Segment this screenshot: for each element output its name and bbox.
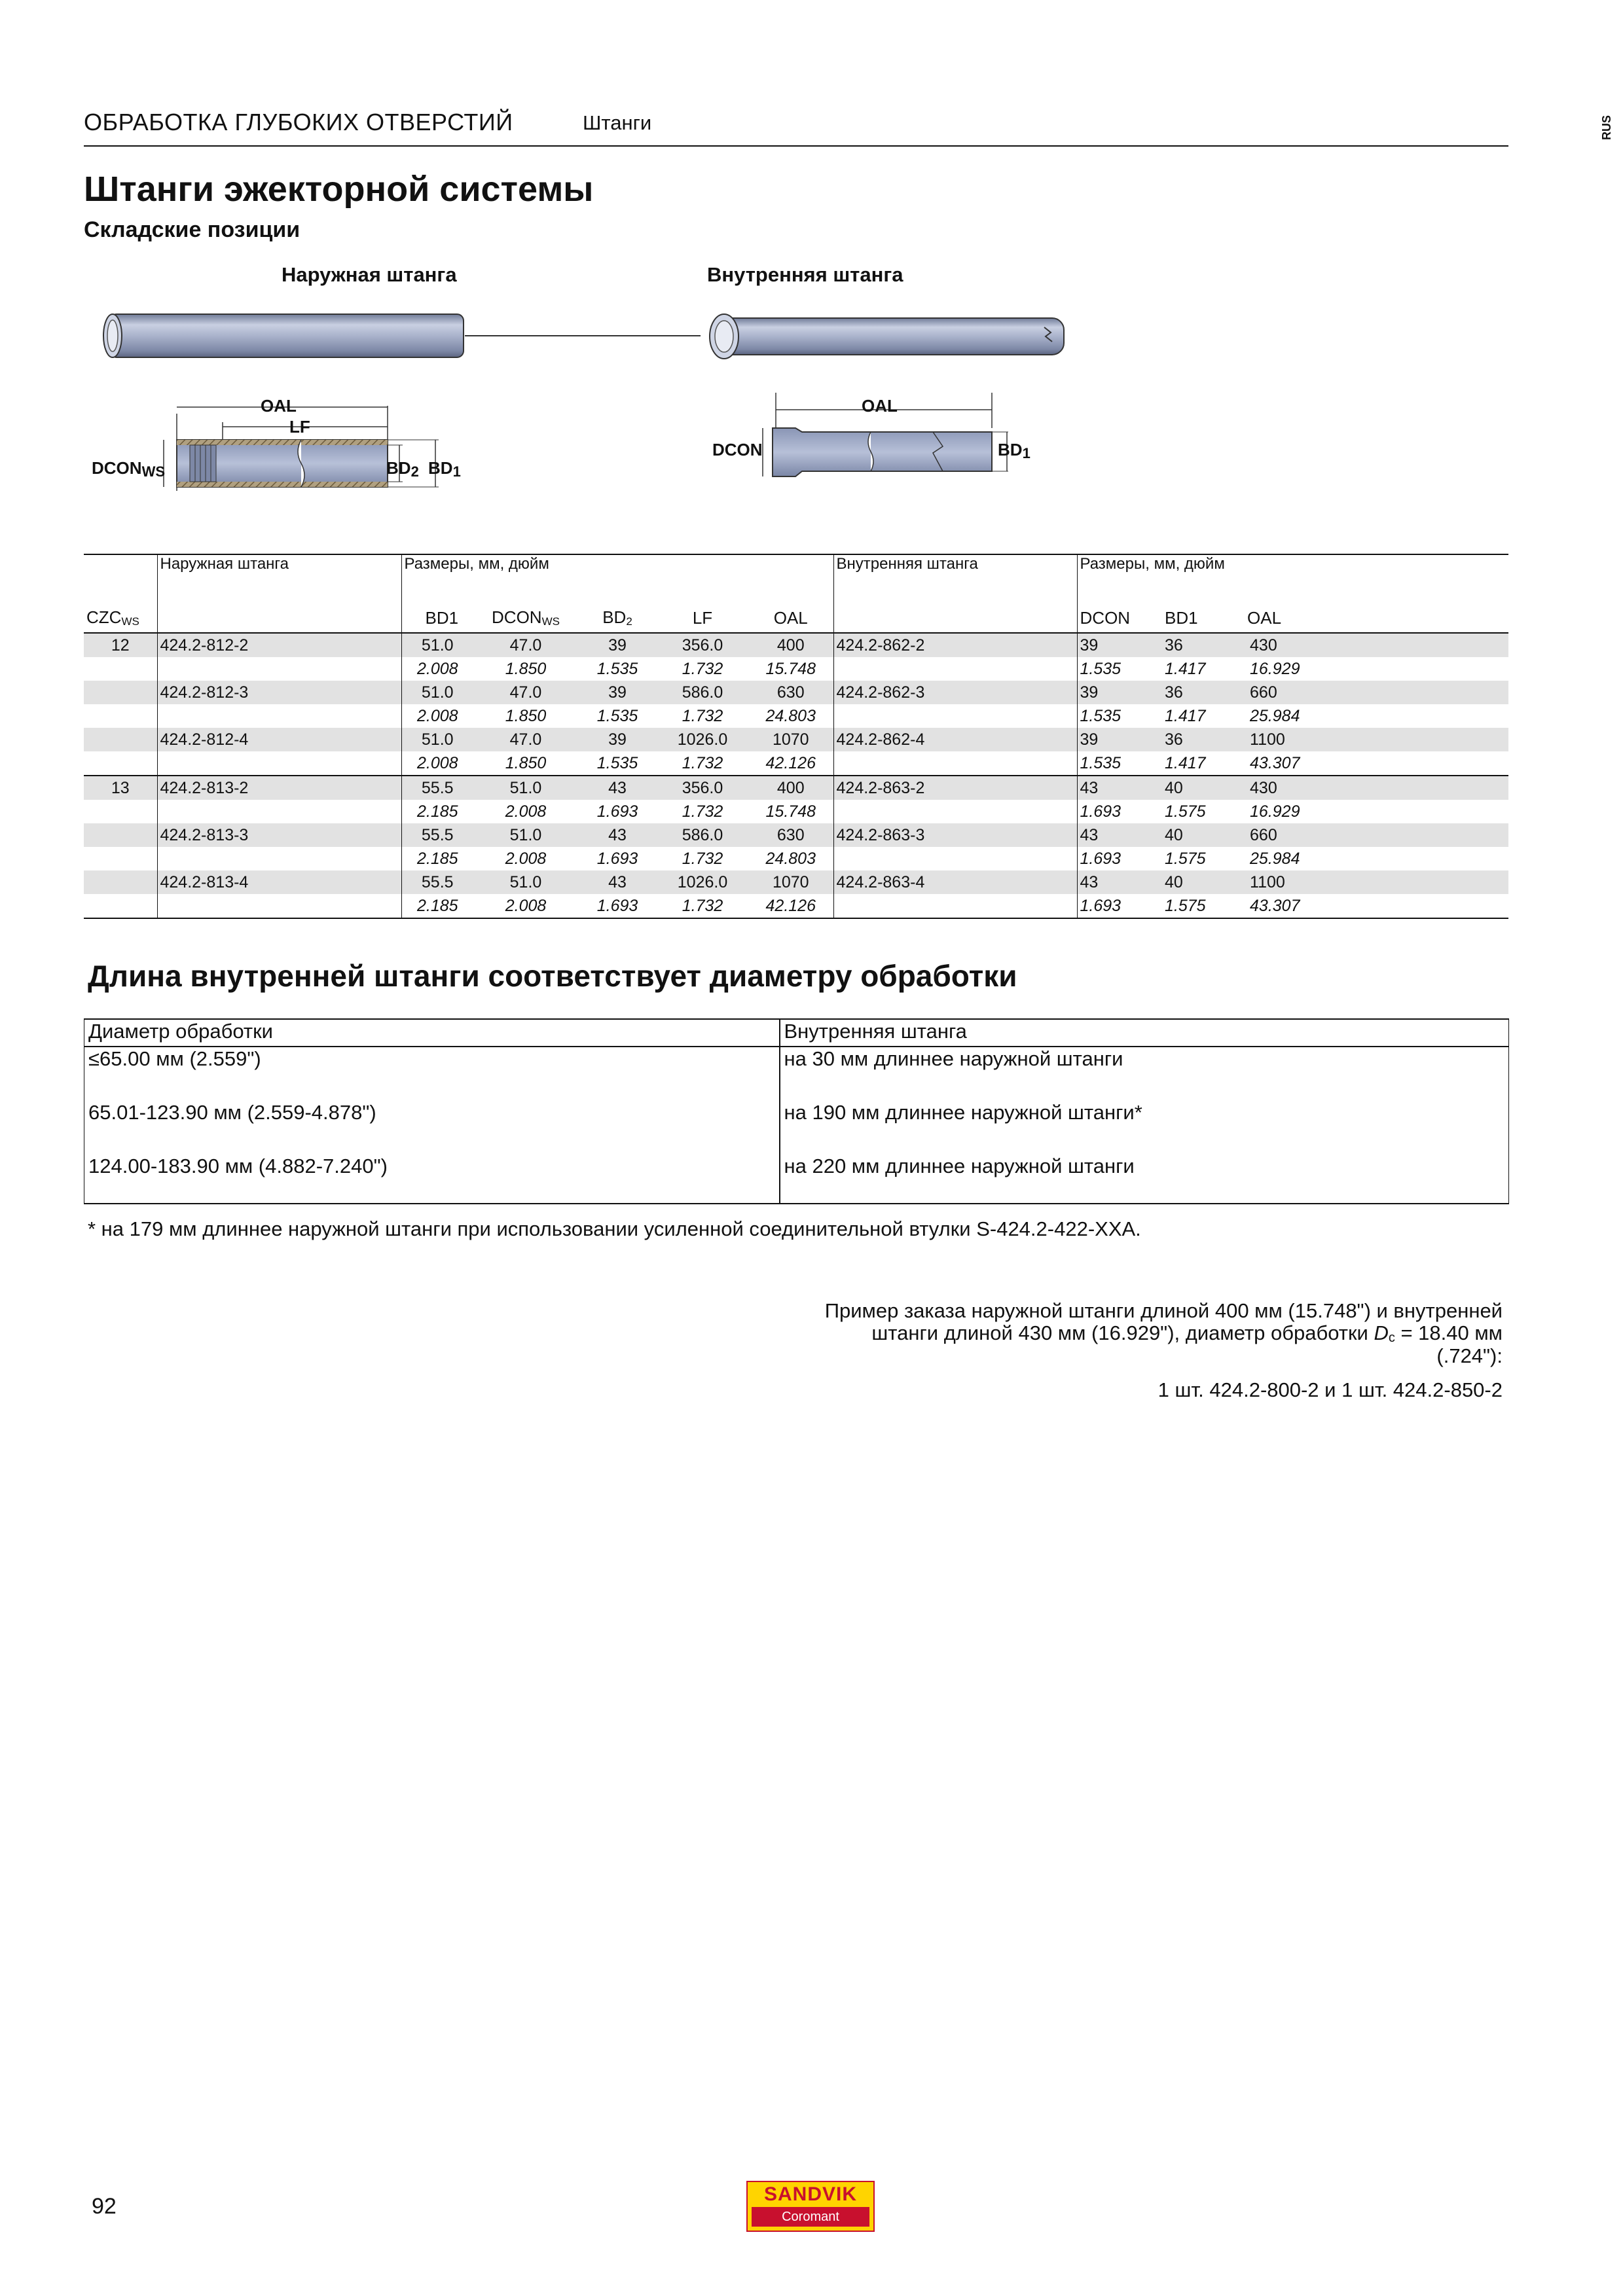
inner-bar-image <box>710 314 1064 359</box>
bd2-mm-cell: 39 <box>578 633 657 657</box>
czc-cell <box>84 847 157 870</box>
outer-oal-label: OAL <box>261 396 297 416</box>
order-example <box>825 1300 1503 1367</box>
lf-mm-cell: 356.0 <box>657 776 748 800</box>
oal-mm-cell: 400 <box>748 633 833 657</box>
inner-code-cell <box>833 894 1077 918</box>
inner-code-cell <box>833 751 1077 776</box>
table-row <box>84 681 1508 704</box>
in-oal-mm-cell: 1100 <box>1247 728 1508 751</box>
in-bd1-mm-cell: 40 <box>1162 870 1247 894</box>
section-title: ОБРАБОТКА ГЛУБОКИХ ОТВЕРСТИЙ <box>84 109 513 135</box>
outer-code-cell: 424.2-813-4 <box>157 870 401 894</box>
col-diameter: Диаметр обработки <box>84 1019 780 1047</box>
in-bd1-inch-cell: 1.417 <box>1165 659 1206 678</box>
in-oal-mm-cell: 660 <box>1247 681 1508 704</box>
inner-code-cell: 424.2-863-2 <box>833 776 1077 800</box>
oal-mm-cell: 1070 <box>748 728 833 751</box>
in-oal-inch-cell: 43.307 <box>1247 894 1508 918</box>
page-title: Штанги эжекторной системы <box>84 170 594 209</box>
dcon-inch-cell: 1.850 <box>505 753 547 772</box>
bd2-mm-cell: 43 <box>578 870 657 894</box>
outer-bd1-label: BD1 <box>428 458 461 480</box>
in-bd1-mm-cell: 40 <box>1162 823 1247 847</box>
outer-lf-label: LF <box>289 417 310 437</box>
outer-code-cell: 424.2-813-3 <box>157 823 401 847</box>
outer-code-cell: 424.2-812-4 <box>157 728 401 751</box>
oal-mm-cell: 400 <box>748 776 833 800</box>
outer-code-cell <box>157 751 401 776</box>
czc-cell <box>84 870 157 894</box>
inner-code-cell <box>833 704 1077 728</box>
bd1-mm-cell: 55.5 <box>401 870 473 894</box>
inner-bd1-label: BD1 <box>998 440 1030 461</box>
outer-code-cell: 424.2-812-3 <box>157 681 401 704</box>
inner-code-cell: 424.2-863-3 <box>833 823 1077 847</box>
in-bd1-inch-cell: 1.575 <box>1165 849 1206 868</box>
col-oal: OAL <box>773 608 808 628</box>
inner-code-cell: 424.2-862-3 <box>833 681 1077 704</box>
in-dcon-inch-cell: 1.535 <box>1077 704 1162 728</box>
in-oal-inch-cell: 16.929 <box>1250 802 1300 821</box>
dcon-mm-cell: 47.0 <box>473 633 578 657</box>
in-bd1-inch-cell: 1.417 <box>1165 706 1206 725</box>
in-dcon-mm-cell: 43 <box>1077 823 1162 847</box>
dcon-mm-cell: 51.0 <box>473 870 578 894</box>
in-dcon-inch-cell: 1.693 <box>1077 894 1162 918</box>
bd2-inch-cell: 1.693 <box>596 802 638 821</box>
bd2-mm-cell: 39 <box>578 728 657 751</box>
in-bd1-mm-cell: 36 <box>1162 728 1247 751</box>
logo-top-text: SANDVIK <box>763 2183 857 2205</box>
lf-inch-cell: 1.732 <box>682 753 723 772</box>
in-bd1-mm-cell: 36 <box>1162 681 1247 704</box>
oal-mm-cell: 1070 <box>748 870 833 894</box>
in-oal-mm-cell: 1100 <box>1247 870 1508 894</box>
dcon-inch-cell: 1.850 <box>505 659 547 678</box>
lf-mm-cell: 1026.0 <box>657 728 748 751</box>
col-outer-bar: Наружная штанга <box>157 554 401 575</box>
czc-cell <box>84 704 157 728</box>
section2-title: Длина внутренней штанги соответствует диаметру обработки <box>88 959 1017 993</box>
in-dcon-mm-cell: 43 <box>1077 776 1162 800</box>
outer-code-cell <box>157 800 401 823</box>
in-oal-inch-cell: 16.929 <box>1250 659 1300 678</box>
language-tag: RUS <box>1600 115 1613 141</box>
lf-inch-cell: 1.732 <box>682 849 723 868</box>
in-dcon-inch-cell: 1.693 <box>1077 800 1162 823</box>
lf-mm-cell: 586.0 <box>657 823 748 847</box>
bd1-mm-cell: 55.5 <box>401 823 473 847</box>
col-czc: CZCWS <box>86 607 139 628</box>
table-row-inch <box>84 847 1508 870</box>
col-in-oal: OAL <box>1247 608 1282 628</box>
col-lf: LF <box>692 608 713 628</box>
table-row <box>84 633 1508 657</box>
czc-cell <box>84 681 157 704</box>
dcon-inch-cell: 2.008 <box>505 849 547 868</box>
lf-mm-cell: 356.0 <box>657 633 748 657</box>
length-table-header <box>84 1019 1509 1047</box>
in-bd1-inch-cell: 1.575 <box>1165 802 1206 821</box>
table-row-inch <box>84 704 1508 728</box>
in-oal-inch-cell: 25.984 <box>1250 849 1300 868</box>
dcon-inch-cell: 1.850 <box>505 706 547 725</box>
table-row <box>84 776 1508 800</box>
length-row: 124.00-183.90 мм (4.882-7.240") на 220 мм длиннее наружной штанги <box>84 1155 1509 1204</box>
length-table <box>84 1018 1509 1204</box>
col-bd2: BD2 <box>602 607 632 628</box>
outer-bd2-label: BD2 <box>386 458 419 480</box>
bd1-mm-cell: 51.0 <box>401 633 473 657</box>
bd1-inch-cell: 2.008 <box>401 657 473 681</box>
oal-inch-cell: 42.126 <box>748 894 833 918</box>
bd2-inch-cell: 1.535 <box>596 659 638 678</box>
footnote: * на 179 мм длиннее наружной штанги при использовании усиленной соединительной втулки S-424.2-422-XXA. <box>88 1217 1141 1240</box>
col-dcon: DCONWS <box>492 607 560 628</box>
table-header-row-2 <box>84 575 1508 633</box>
bd2-mm-cell: 43 <box>578 823 657 847</box>
spec-table-wrap <box>84 554 1508 919</box>
inner-code-cell: 424.2-862-4 <box>833 728 1077 751</box>
bd2-mm-cell: 39 <box>578 681 657 704</box>
czc-cell <box>84 823 157 847</box>
dcon-mm-cell: 47.0 <box>473 681 578 704</box>
bars-illustration <box>92 288 1100 504</box>
in-bd1-mm-cell: 36 <box>1162 633 1247 657</box>
in-dcon-mm-cell: 39 <box>1077 728 1162 751</box>
header-rule <box>84 145 1508 147</box>
outer-code-cell: 424.2-812-2 <box>157 633 401 657</box>
in-oal-mm-cell: 430 <box>1247 633 1508 657</box>
bd1-mm-cell: 51.0 <box>401 728 473 751</box>
table-row-inch <box>84 894 1508 918</box>
oal-inch-cell: 24.803 <box>765 706 816 725</box>
in-bd1-inch-cell: 1.575 <box>1162 894 1247 918</box>
oal-mm-cell: 630 <box>748 681 833 704</box>
inner-code-cell: 424.2-862-2 <box>833 633 1077 657</box>
order-line-2: штанги длиной 430 мм (16.929"), диаметр обработки Dc = 18.40 мм <box>871 1321 1503 1346</box>
table-row <box>84 870 1508 894</box>
bd1-mm-cell: 55.5 <box>401 776 473 800</box>
czc-cell <box>84 657 157 681</box>
lf-inch-cell: 1.732 <box>682 802 723 821</box>
length-row: ≤65.00 мм (2.559") на 30 мм длиннее наружной штанги <box>84 1047 1509 1101</box>
outer-dcon-label: DCONWS <box>92 458 166 480</box>
in-dcon-inch-cell: 1.535 <box>1077 751 1162 776</box>
oal-inch-cell: 24.803 <box>765 849 816 868</box>
inner-code-cell <box>833 800 1077 823</box>
length-table-wrap <box>84 1018 1509 1204</box>
order-line-1: Пример заказа наружной штанги длиной 400 мм (15.748") и внутренней <box>824 1299 1503 1322</box>
page-number: 92 <box>92 2194 117 2219</box>
in-oal-inch-cell: 25.984 <box>1250 706 1300 725</box>
outer-code-cell <box>157 894 401 918</box>
lf-inch-cell: 1.732 <box>682 659 723 678</box>
col-inner-bar: Внутренняя штанга <box>833 554 1077 575</box>
inner-code-cell <box>833 847 1077 870</box>
in-dcon-mm-cell: 39 <box>1077 633 1162 657</box>
bd2-inch-cell: 1.693 <box>596 849 638 868</box>
in-bd1-inch-cell: 1.417 <box>1165 753 1206 772</box>
inner-bar-caption: Внутренняя штанга <box>707 263 903 286</box>
in-dcon-mm-cell: 43 <box>1077 870 1162 894</box>
czc-cell <box>84 751 157 776</box>
sandvik-logo <box>746 2181 875 2232</box>
dcon-mm-cell: 47.0 <box>473 728 578 751</box>
in-oal-mm-cell: 430 <box>1247 776 1508 800</box>
col-bd1: BD1 <box>401 575 473 633</box>
outer-code-cell: 424.2-813-2 <box>157 776 401 800</box>
oal-inch-cell: 15.748 <box>765 659 816 678</box>
oal-mm-cell: 630 <box>748 823 833 847</box>
lf-inch-cell: 1.732 <box>657 894 748 918</box>
table-row <box>84 728 1508 751</box>
in-dcon-mm-cell: 39 <box>1077 681 1162 704</box>
oal-inch-cell: 42.126 <box>765 753 816 772</box>
inner-code-cell <box>833 657 1077 681</box>
czc-cell: 12 <box>84 633 157 657</box>
bd2-mm-cell: 43 <box>578 776 657 800</box>
col-in-dcon: DCON <box>1077 575 1162 633</box>
czc-cell <box>84 800 157 823</box>
dcon-mm-cell: 51.0 <box>473 823 578 847</box>
dcon-inch-cell: 2.008 <box>473 894 578 918</box>
order-line-3: (.724"): <box>1436 1344 1503 1368</box>
czc-cell: 13 <box>84 776 157 800</box>
subsection-title: Штанги <box>583 111 652 134</box>
czc-cell <box>84 894 157 918</box>
col-in-bd1: BD1 <box>1165 608 1198 628</box>
oal-inch-cell: 15.748 <box>765 802 816 821</box>
col-dims-inner: Размеры, мм, дюйм <box>1077 554 1508 575</box>
outer-code-cell <box>157 657 401 681</box>
bd1-inch-cell: 2.185 <box>401 847 473 870</box>
in-oal-inch-cell: 43.307 <box>1250 753 1300 772</box>
col-dims-outer: Размеры, мм, дюйм <box>401 554 833 575</box>
in-dcon-inch-cell: 1.693 <box>1077 847 1162 870</box>
spec-table <box>84 554 1508 919</box>
dcon-inch-cell: 2.008 <box>505 802 547 821</box>
in-oal-mm-cell: 660 <box>1247 823 1508 847</box>
bd2-inch-cell: 1.693 <box>578 894 657 918</box>
bd1-inch-cell: 2.185 <box>401 894 473 918</box>
dcon-mm-cell: 51.0 <box>473 776 578 800</box>
inner-oal-label: OAL <box>862 396 898 416</box>
outer-code-cell <box>157 704 401 728</box>
inner-code-cell: 424.2-863-4 <box>833 870 1077 894</box>
length-row: 65.01-123.90 мм (2.559-4.878") на 190 мм длиннее наружной штанги* <box>84 1101 1509 1155</box>
col-inner-length: Внутренняя штанга <box>780 1019 1509 1047</box>
bd1-inch-cell: 2.008 <box>401 751 473 776</box>
bd2-inch-cell: 1.535 <box>596 706 638 725</box>
bd1-mm-cell: 51.0 <box>401 681 473 704</box>
bd1-inch-cell: 2.185 <box>401 800 473 823</box>
outer-bar-caption: Наружная штанга <box>282 263 457 286</box>
bd2-inch-cell: 1.535 <box>596 753 638 772</box>
logo-bottom-text: Coromant <box>752 2207 869 2227</box>
table-row-inch <box>84 800 1508 823</box>
in-dcon-inch-cell: 1.535 <box>1077 657 1162 681</box>
czc-cell <box>84 728 157 751</box>
lf-inch-cell: 1.732 <box>682 706 723 725</box>
in-bd1-mm-cell: 40 <box>1162 776 1247 800</box>
bd1-inch-cell: 2.008 <box>401 704 473 728</box>
table-row-inch <box>84 751 1508 776</box>
outer-bar-image <box>103 314 464 357</box>
inner-dcon-label: DCON <box>712 440 763 459</box>
lf-mm-cell: 1026.0 <box>657 870 748 894</box>
order-codes: 1 шт. 424.2-800-2 и 1 шт. 424.2-850-2 <box>1158 1378 1503 1401</box>
lf-mm-cell: 586.0 <box>657 681 748 704</box>
table-row <box>84 823 1508 847</box>
table-header-row-1 <box>84 554 1508 575</box>
page-subtitle: Складские позиции <box>84 217 301 242</box>
table-row-inch <box>84 657 1508 681</box>
outer-code-cell <box>157 847 401 870</box>
